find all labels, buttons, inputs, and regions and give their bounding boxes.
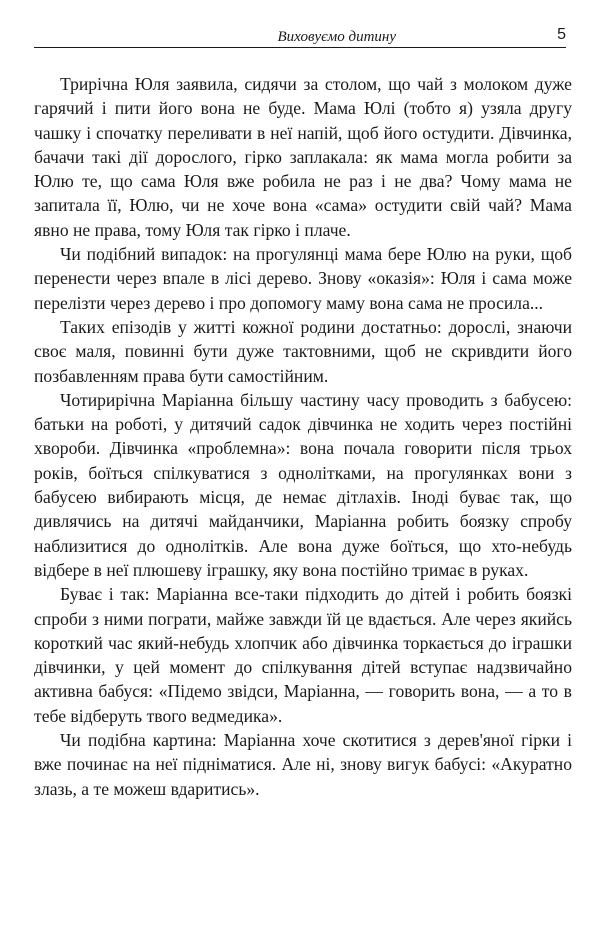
- running-head: [34, 22, 566, 46]
- header-rule: [34, 47, 566, 48]
- running-title: Виховуємо дитину: [277, 29, 396, 45]
- paragraph-marianna-slide: Чи подібна картина: Маріанна хоче скотитися з дерев'яної гірки і вже починає на неї підніматися. Але ні, знову вигук бабусі: «Акуратно злазь, а те можеш вдаритись».: [34, 730, 572, 799]
- paragraph-marianna-play: Буває і так: Маріанна все-таки підходить до дітей і робить боязкі спроби з ними пограти, майже завжди їй це вдається. Але через якийсь короткий час який-небудь хлопчик або дівчинка торкається до іграшки дівчинки, у цей момент до спілкування дітей вступає надзвичайно активна бабуся: «Підемо звідси, Маріанна, — говорить вона, — а то в тебе відберуть твого ведмедика».: [34, 584, 572, 726]
- paragraph-marianna-grandma: Чотирирічна Маріанна більшу частину часу проводить з бабусею: батьки на роботі, у дитячий садок дівчинка не ходить через постійні хвороби. Дівчинка «проблемна»: вона почала говорити після трьох років, боїться спілкуватися з однолітками, на прогулянках вони з бабусею вибирають місця, де немає дітлахів. Іноді буває так, що дивлячись на дитячі майданчики, Маріанна робить боязку спробу наблизитися до однолітків. Але вона дуже боїться, що хто-небудь відбере в неї плюшеву іграшку, яку вона постійно тримає в руках.: [34, 389, 572, 580]
- paragraph-yulia-tea: Трирічна Юля заявила, сидячи за столом, що чай з молоком дуже гарячий і пити його вона не буде. Мама Юлі (тобто я) узяла другу чашку і спочатку переливати в неї напій, щоб його остудити. Дівчинка, бачачи такі дії дорослого, гірко заплакала: як мама могла робити за Юлю те, що сама Юля вже робила не раз і не два? Чому мама не запитала її, Юлю, чи не хоче вона «сама» остудити свій чай? Мама явно не права, тому Юля так гірко і плаче.: [34, 74, 572, 240]
- paragraph-episodes: Таких епізодів у житті кожної родини достатньо: дорослі, знаючи своє маля, повинні бути дуже тактовними, щоб не скривдити його позбавленням права бути самостійним.: [34, 316, 572, 386]
- paragraph-yulia-walk: Чи подібний випадок: на прогулянці мама бере Юлю на руки, щоб перенести через впале в лісі дерево. Знову «оказія»: Юля і сама може перелізти через дерево і про допомогу маму вона сама не просила...: [34, 244, 572, 313]
- body-text: [34, 72, 572, 801]
- page-number: 5: [557, 26, 566, 43]
